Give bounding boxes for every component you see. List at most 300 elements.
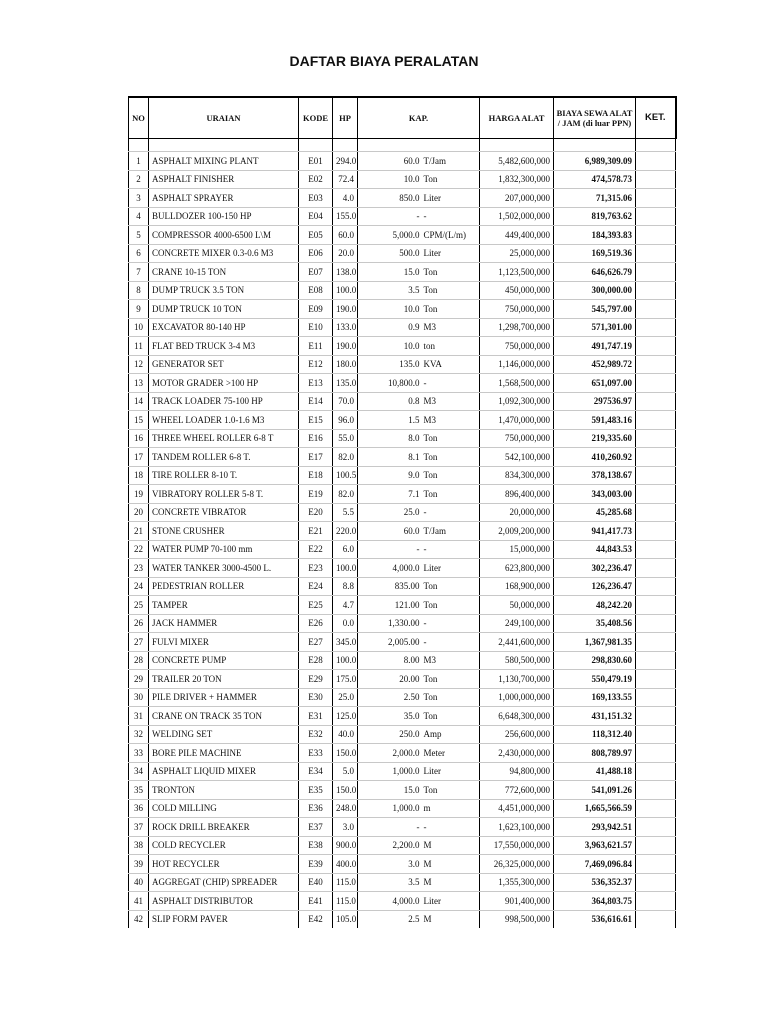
row-uraian: ROCK DRILL BREAKER xyxy=(149,818,299,837)
row-harga: 94,800,000 xyxy=(480,762,554,781)
row-unit: - xyxy=(422,614,480,633)
row-capacity: 10.0 xyxy=(358,300,422,319)
row-capacity: 2,000.0 xyxy=(358,744,422,763)
row-unit: Meter xyxy=(422,744,480,763)
row-uraian: BULLDOZER 100-150 HP xyxy=(149,207,299,226)
table-row xyxy=(129,152,676,171)
row-capacity: 8.0 xyxy=(358,429,422,448)
row-biaya: 302,236.47 xyxy=(554,559,636,578)
row-harga: 834,300,000 xyxy=(480,466,554,485)
row-ket xyxy=(636,355,676,374)
row-hp: 4.0 xyxy=(333,189,358,208)
row-biaya: 35,408.56 xyxy=(554,614,636,633)
row-no: 22 xyxy=(129,540,149,559)
table-row xyxy=(129,596,676,615)
row-ket xyxy=(636,670,676,689)
row-harga: 1,502,000,000 xyxy=(480,207,554,226)
row-hp: 5.5 xyxy=(333,503,358,522)
row-capacity: 4,000.0 xyxy=(358,559,422,578)
row-unit: - xyxy=(422,818,480,837)
table-row xyxy=(129,448,676,467)
row-harga: 1,470,000,000 xyxy=(480,411,554,430)
row-capacity: 3.0 xyxy=(358,855,422,874)
row-capacity: 60.0 xyxy=(358,522,422,541)
row-uraian: COLD MILLING xyxy=(149,799,299,818)
row-unit: M3 xyxy=(422,318,480,337)
row-capacity: 8.00 xyxy=(358,651,422,670)
row-kode: E19 xyxy=(299,485,333,504)
row-unit: Liter xyxy=(422,189,480,208)
row-ket xyxy=(636,744,676,763)
row-biaya: 48,242.20 xyxy=(554,596,636,615)
row-hp: 175.0 xyxy=(333,670,358,689)
row-harga: 1,092,300,000 xyxy=(480,392,554,411)
row-ket xyxy=(636,855,676,874)
row-biaya: 7,469,096.84 xyxy=(554,855,636,874)
table-row xyxy=(129,170,676,189)
row-capacity: 850.0 xyxy=(358,189,422,208)
table-header-row xyxy=(129,97,676,139)
row-ket xyxy=(636,411,676,430)
row-kode: E22 xyxy=(299,540,333,559)
row-no: 41 xyxy=(129,892,149,911)
row-biaya: 541,091.26 xyxy=(554,781,636,800)
row-ket xyxy=(636,688,676,707)
row-hp: 100.5 xyxy=(333,466,358,485)
row-hp: 900.0 xyxy=(333,836,358,855)
table-row xyxy=(129,318,676,337)
row-ket xyxy=(636,577,676,596)
row-kode: E37 xyxy=(299,818,333,837)
row-harga: 450,000,000 xyxy=(480,281,554,300)
row-unit: Ton xyxy=(422,577,480,596)
row-uraian: TRAILER 20 TON xyxy=(149,670,299,689)
row-capacity: 8.1 xyxy=(358,448,422,467)
row-no: 12 xyxy=(129,355,149,374)
row-capacity: 2.50 xyxy=(358,688,422,707)
row-no: 36 xyxy=(129,799,149,818)
row-ket xyxy=(636,466,676,485)
row-kode: E16 xyxy=(299,429,333,448)
row-unit: Ton xyxy=(422,170,480,189)
row-kode: E31 xyxy=(299,707,333,726)
row-ket xyxy=(636,170,676,189)
row-ket xyxy=(636,226,676,245)
row-no: 29 xyxy=(129,670,149,689)
row-hp: 55.0 xyxy=(333,429,358,448)
row-ket xyxy=(636,781,676,800)
row-capacity: 500.0 xyxy=(358,244,422,263)
row-hp: 5.0 xyxy=(333,762,358,781)
row-ket xyxy=(636,707,676,726)
row-kode: E39 xyxy=(299,855,333,874)
table-row xyxy=(129,910,676,928)
row-capacity: 250.0 xyxy=(358,725,422,744)
table-row xyxy=(129,670,676,689)
row-uraian: THREE WHEEL ROLLER 6-8 T xyxy=(149,429,299,448)
row-kode: E15 xyxy=(299,411,333,430)
row-harga: 998,500,000 xyxy=(480,910,554,928)
row-kode: E36 xyxy=(299,799,333,818)
row-kode: E27 xyxy=(299,633,333,652)
row-harga: 623,800,000 xyxy=(480,559,554,578)
row-kode: E10 xyxy=(299,318,333,337)
row-ket xyxy=(636,207,676,226)
table-row xyxy=(129,614,676,633)
row-unit: Ton xyxy=(422,596,480,615)
row-harga: 207,000,000 xyxy=(480,189,554,208)
table-row xyxy=(129,744,676,763)
row-uraian: HOT RECYCLER xyxy=(149,855,299,874)
row-uraian: WATER PUMP 70-100 mm xyxy=(149,540,299,559)
header-no: NO xyxy=(129,97,149,139)
row-harga: 1,832,300,000 xyxy=(480,170,554,189)
row-uraian: DUMP TRUCK 10 TON xyxy=(149,300,299,319)
row-biaya: 591,483.16 xyxy=(554,411,636,430)
row-no: 35 xyxy=(129,781,149,800)
row-harga: 750,000,000 xyxy=(480,300,554,319)
row-biaya: 364,803.75 xyxy=(554,892,636,911)
row-ket xyxy=(636,318,676,337)
row-biaya: 431,151.32 xyxy=(554,707,636,726)
row-capacity: 60.0 xyxy=(358,152,422,171)
row-unit: Liter xyxy=(422,559,480,578)
table-row xyxy=(129,392,676,411)
row-kode: E41 xyxy=(299,892,333,911)
row-unit: M xyxy=(422,836,480,855)
row-unit: ton xyxy=(422,337,480,356)
row-harga: 15,000,000 xyxy=(480,540,554,559)
row-unit: - xyxy=(422,633,480,652)
row-hp: 190.0 xyxy=(333,337,358,356)
row-biaya: 808,789.97 xyxy=(554,744,636,763)
row-unit: M3 xyxy=(422,392,480,411)
row-uraian: DUMP TRUCK 3.5 TON xyxy=(149,281,299,300)
table-row xyxy=(129,207,676,226)
row-uraian: FLAT BED TRUCK 3-4 M3 xyxy=(149,337,299,356)
row-uraian: VIBRATORY ROLLER 5-8 T. xyxy=(149,485,299,504)
row-unit: - xyxy=(422,374,480,393)
row-no: 13 xyxy=(129,374,149,393)
row-capacity: 10,800.0 xyxy=(358,374,422,393)
row-no: 11 xyxy=(129,337,149,356)
row-harga: 20,000,000 xyxy=(480,503,554,522)
row-kode: E30 xyxy=(299,688,333,707)
document-title: DAFTAR BIAYA PERALATAN xyxy=(289,53,479,69)
table-row xyxy=(129,651,676,670)
row-unit: Ton xyxy=(422,670,480,689)
row-capacity: 4,000.0 xyxy=(358,892,422,911)
row-ket xyxy=(636,836,676,855)
header-ket: KET. xyxy=(636,97,676,139)
row-biaya: 571,301.00 xyxy=(554,318,636,337)
row-unit: - xyxy=(422,207,480,226)
row-uraian: WELDING SET xyxy=(149,725,299,744)
table-row xyxy=(129,855,676,874)
row-capacity: 0.8 xyxy=(358,392,422,411)
row-ket xyxy=(636,503,676,522)
row-no: 10 xyxy=(129,318,149,337)
row-capacity: 0.9 xyxy=(358,318,422,337)
table-row xyxy=(129,762,676,781)
row-kode: E17 xyxy=(299,448,333,467)
row-biaya: 297536.97 xyxy=(554,392,636,411)
table-row xyxy=(129,522,676,541)
row-kode: E08 xyxy=(299,281,333,300)
row-kode: E21 xyxy=(299,522,333,541)
row-uraian: TRONTON xyxy=(149,781,299,800)
table-row xyxy=(129,577,676,596)
row-no: 16 xyxy=(129,429,149,448)
row-no: 31 xyxy=(129,707,149,726)
row-no: 26 xyxy=(129,614,149,633)
table-row xyxy=(129,559,676,578)
row-unit: M xyxy=(422,855,480,874)
row-harga: 50,000,000 xyxy=(480,596,554,615)
row-capacity: - xyxy=(358,540,422,559)
row-biaya: 941,417.73 xyxy=(554,522,636,541)
table-row xyxy=(129,374,676,393)
row-biaya: 169,519.36 xyxy=(554,244,636,263)
row-no: 7 xyxy=(129,263,149,282)
row-uraian: STONE CRUSHER xyxy=(149,522,299,541)
row-unit: Ton xyxy=(422,781,480,800)
row-no: 38 xyxy=(129,836,149,855)
equipment-cost-table xyxy=(128,96,677,928)
row-unit: Ton xyxy=(422,707,480,726)
row-biaya: 536,352.37 xyxy=(554,873,636,892)
row-uraian: TRACK LOADER 75-100 HP xyxy=(149,392,299,411)
table-row xyxy=(129,411,676,430)
row-uraian: ASPHALT LIQUID MIXER xyxy=(149,762,299,781)
row-harga: 26,325,000,000 xyxy=(480,855,554,874)
row-ket xyxy=(636,374,676,393)
row-no: 33 xyxy=(129,744,149,763)
row-no: 20 xyxy=(129,503,149,522)
row-capacity: 35.0 xyxy=(358,707,422,726)
row-biaya: 474,578.73 xyxy=(554,170,636,189)
row-uraian: FULVI MIXER xyxy=(149,633,299,652)
row-ket xyxy=(636,873,676,892)
table-row xyxy=(129,263,676,282)
row-kode: E26 xyxy=(299,614,333,633)
row-biaya: 3,963,621.57 xyxy=(554,836,636,855)
row-hp: 70.0 xyxy=(333,392,358,411)
table-row xyxy=(129,300,676,319)
row-ket xyxy=(636,337,676,356)
row-ket xyxy=(636,910,676,928)
row-harga: 580,500,000 xyxy=(480,651,554,670)
row-hp: 180.0 xyxy=(333,355,358,374)
row-ket xyxy=(636,485,676,504)
row-hp: 115.0 xyxy=(333,873,358,892)
row-unit: M3 xyxy=(422,651,480,670)
row-uraian: GENERATOR SET xyxy=(149,355,299,374)
row-biaya: 126,236.47 xyxy=(554,577,636,596)
row-biaya: 1,367,981.35 xyxy=(554,633,636,652)
row-capacity: 15.0 xyxy=(358,781,422,800)
row-capacity: 7.1 xyxy=(358,485,422,504)
row-kode: E25 xyxy=(299,596,333,615)
row-no: 39 xyxy=(129,855,149,874)
row-hp: 155.0 xyxy=(333,207,358,226)
row-ket xyxy=(636,559,676,578)
table-row xyxy=(129,707,676,726)
row-biaya: 536,616.61 xyxy=(554,910,636,928)
row-biaya: 550,479.19 xyxy=(554,670,636,689)
row-hp: 125.0 xyxy=(333,707,358,726)
row-no: 18 xyxy=(129,466,149,485)
row-uraian: COLD RECYCLER xyxy=(149,836,299,855)
table-row xyxy=(129,503,676,522)
row-unit: M xyxy=(422,873,480,892)
row-hp: 105.0 xyxy=(333,910,358,928)
table-row xyxy=(129,244,676,263)
row-biaya: 378,138.67 xyxy=(554,466,636,485)
row-ket xyxy=(636,281,676,300)
row-harga: 25,000,000 xyxy=(480,244,554,263)
row-hp: 6.0 xyxy=(333,540,358,559)
row-ket xyxy=(636,614,676,633)
table-row xyxy=(129,799,676,818)
table-row xyxy=(129,466,676,485)
row-biaya: 45,285.68 xyxy=(554,503,636,522)
row-kode: E34 xyxy=(299,762,333,781)
row-capacity: 2.5 xyxy=(358,910,422,928)
row-no: 3 xyxy=(129,189,149,208)
row-kode: E38 xyxy=(299,836,333,855)
header-harga: HARGA ALAT xyxy=(480,97,554,139)
row-capacity: 2,200.0 xyxy=(358,836,422,855)
row-ket xyxy=(636,762,676,781)
row-no: 6 xyxy=(129,244,149,263)
row-kode: E24 xyxy=(299,577,333,596)
row-harga: 1,130,700,000 xyxy=(480,670,554,689)
row-unit: Liter xyxy=(422,762,480,781)
row-ket xyxy=(636,152,676,171)
table-row xyxy=(129,892,676,911)
row-kode: E12 xyxy=(299,355,333,374)
row-hp: 345.0 xyxy=(333,633,358,652)
row-hp: 25.0 xyxy=(333,688,358,707)
row-kode: E29 xyxy=(299,670,333,689)
row-capacity: 10.0 xyxy=(358,337,422,356)
row-uraian: CRANE ON TRACK 35 TON xyxy=(149,707,299,726)
row-harga: 750,000,000 xyxy=(480,337,554,356)
row-no: 42 xyxy=(129,910,149,928)
row-no: 21 xyxy=(129,522,149,541)
row-capacity: - xyxy=(358,207,422,226)
row-unit: M3 xyxy=(422,411,480,430)
row-unit: KVA xyxy=(422,355,480,374)
row-hp: 82.0 xyxy=(333,448,358,467)
row-unit: Amp xyxy=(422,725,480,744)
row-capacity: 1,330.00 xyxy=(358,614,422,633)
row-kode: E32 xyxy=(299,725,333,744)
row-ket xyxy=(636,540,676,559)
table-row xyxy=(129,355,676,374)
row-unit: Ton xyxy=(422,281,480,300)
row-capacity: 3.5 xyxy=(358,873,422,892)
row-no: 15 xyxy=(129,411,149,430)
row-kode: E35 xyxy=(299,781,333,800)
row-kode: E03 xyxy=(299,189,333,208)
row-ket xyxy=(636,799,676,818)
row-kode: E01 xyxy=(299,152,333,171)
row-biaya: 41,488.18 xyxy=(554,762,636,781)
row-uraian: TIRE ROLLER 8-10 T. xyxy=(149,466,299,485)
row-unit: Liter xyxy=(422,892,480,911)
row-kode: E02 xyxy=(299,170,333,189)
row-unit: Liter xyxy=(422,244,480,263)
row-harga: 4,451,000,000 xyxy=(480,799,554,818)
row-ket xyxy=(636,429,676,448)
row-harga: 5,482,600,000 xyxy=(480,152,554,171)
row-no: 1 xyxy=(129,152,149,171)
row-biaya: 545,797.00 xyxy=(554,300,636,319)
row-no: 34 xyxy=(129,762,149,781)
row-harga: 449,400,000 xyxy=(480,226,554,245)
row-uraian: AGGREGAT (CHIP) SPREADER xyxy=(149,873,299,892)
row-no: 5 xyxy=(129,226,149,245)
row-biaya: 651,097.00 xyxy=(554,374,636,393)
row-unit: Ton xyxy=(422,466,480,485)
row-ket xyxy=(636,892,676,911)
row-unit: T/Jam xyxy=(422,522,480,541)
row-biaya: 646,626.79 xyxy=(554,263,636,282)
row-uraian: MOTOR GRADER >100 HP xyxy=(149,374,299,393)
row-harga: 249,100,000 xyxy=(480,614,554,633)
table-row xyxy=(129,226,676,245)
row-harga: 901,400,000 xyxy=(480,892,554,911)
row-ket xyxy=(636,392,676,411)
row-ket xyxy=(636,725,676,744)
row-uraian: PILE DRIVER + HAMMER xyxy=(149,688,299,707)
row-hp: 133.0 xyxy=(333,318,358,337)
row-harga: 1,146,000,000 xyxy=(480,355,554,374)
row-uraian: JACK HAMMER xyxy=(149,614,299,633)
row-unit: Ton xyxy=(422,688,480,707)
row-harga: 772,600,000 xyxy=(480,781,554,800)
table-row xyxy=(129,189,676,208)
row-capacity: 135.0 xyxy=(358,355,422,374)
row-unit: Ton xyxy=(422,429,480,448)
row-capacity: 121.00 xyxy=(358,596,422,615)
row-harga: 750,000,000 xyxy=(480,429,554,448)
table-row xyxy=(129,540,676,559)
row-kode: E33 xyxy=(299,744,333,763)
row-unit: Ton xyxy=(422,448,480,467)
row-capacity: 835.00 xyxy=(358,577,422,596)
row-harga: 256,600,000 xyxy=(480,725,554,744)
row-capacity: - xyxy=(358,818,422,837)
row-harga: 6,648,300,000 xyxy=(480,707,554,726)
row-kode: E18 xyxy=(299,466,333,485)
row-uraian: EXCAVATOR 80-140 HP xyxy=(149,318,299,337)
row-unit: m xyxy=(422,799,480,818)
row-hp: 40.0 xyxy=(333,725,358,744)
row-biaya: 71,315.06 xyxy=(554,189,636,208)
row-harga: 896,400,000 xyxy=(480,485,554,504)
table-row xyxy=(129,281,676,300)
table-spacer-row xyxy=(129,139,676,152)
row-biaya: 298,830.60 xyxy=(554,651,636,670)
header-hp: HP xyxy=(333,97,358,139)
table-row xyxy=(129,485,676,504)
row-kode: E13 xyxy=(299,374,333,393)
row-ket xyxy=(636,633,676,652)
row-hp: 100.0 xyxy=(333,651,358,670)
